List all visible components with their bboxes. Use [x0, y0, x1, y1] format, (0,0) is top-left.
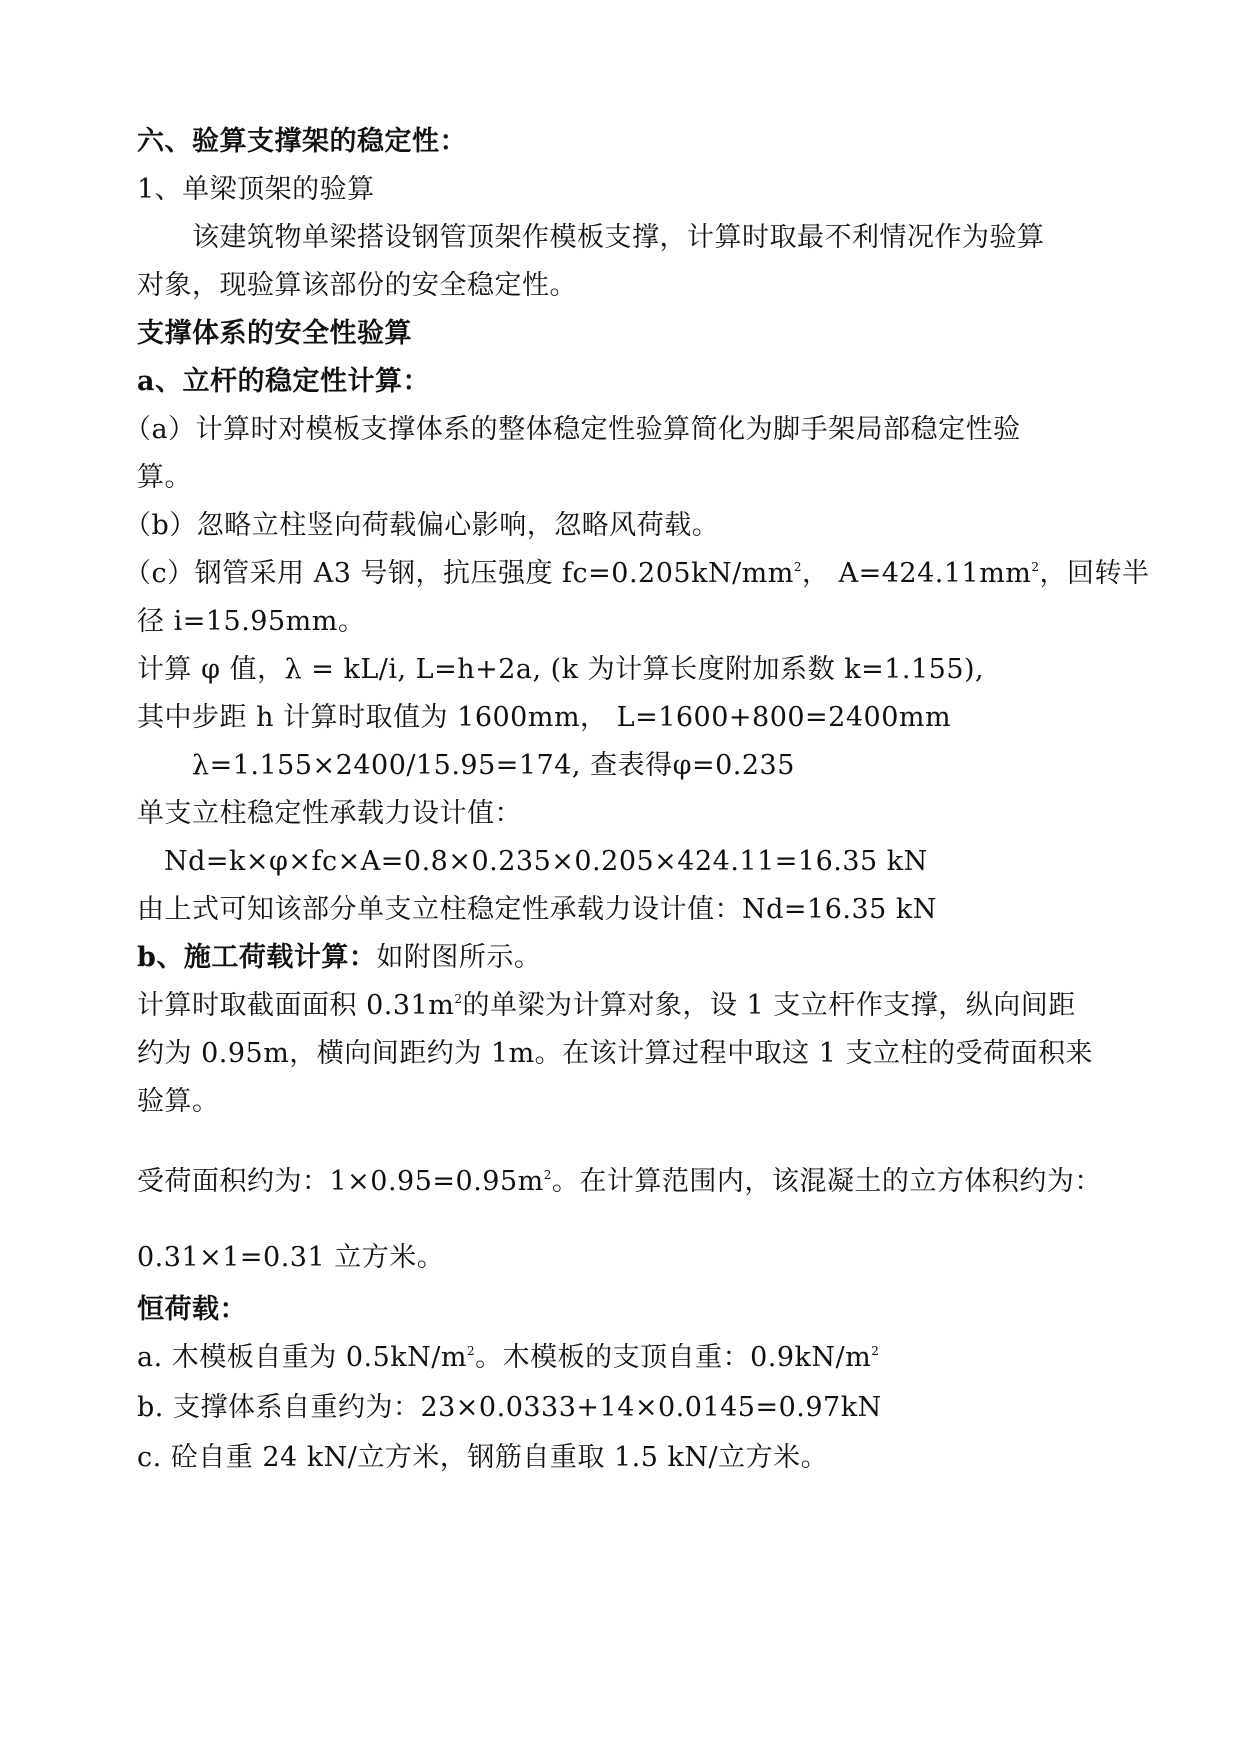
step-distance-line: 其中步距 h 计算时取值为 1600mm， L=1600+800=2400mm — [137, 702, 952, 733]
dead-a-superscript-2: 2 — [871, 1344, 880, 1358]
area-text-1: 受荷面积约为：1×0.95=0.95m — [137, 1166, 544, 1197]
intro-line-2: 对象，现验算该部份的安全稳定性。 — [137, 270, 577, 301]
construction-load-heading — [137, 938, 541, 978]
nd-result: 由上式可知该部分单支立柱稳定性承载力设计值：Nd=16.35 kN — [137, 894, 937, 925]
load-text-2: 的单梁为计算对象，设 1 支立杆作支撑，纵向间距 — [462, 990, 1076, 1021]
concrete-volume-line: 0.31×1=0.31 立方米。 — [137, 1242, 445, 1273]
item-c-line-1 — [124, 554, 1150, 594]
construction-load-title: b、施工荷载计算： — [137, 942, 377, 973]
sub-section-title: 1、单梁顶架的验算 — [137, 174, 375, 205]
dead-load-b: b. 支撑体系自重约为：23×0.0333+14×0.0145=0.97kN — [137, 1392, 882, 1423]
nd-formula: Nd=k×φ×fc×A=0.8×0.235×0.205×424.11=16.35 kN — [164, 846, 928, 877]
load-superscript: 2 — [454, 992, 463, 1006]
construction-load-note: 如附图所示。 — [376, 942, 542, 973]
item-c-text-1: （c）钢管采用 A3 号钢，抗压强度 fc=0.205kN/mm — [124, 558, 794, 589]
item-c-line-2: 径 i=15.95mm。 — [137, 606, 366, 637]
load-paragraph-line-1 — [137, 986, 1076, 1026]
load-text-1: 计算时取截面面积 0.31m — [137, 990, 455, 1021]
dead-a-text-2: 。木模板的支顶自重：0.9kN/m — [475, 1342, 872, 1373]
area-text-2: 。在计算范围内，该混凝土的立方体积约为： — [551, 1166, 1102, 1197]
item-a-line-1: （a）计算时对模板支撑体系的整体稳定性验算简化为脚手架局部稳定性验 — [124, 414, 1021, 445]
item-c-superscript-2: 2 — [1031, 560, 1040, 574]
area-superscript: 2 — [543, 1168, 552, 1182]
item-c-text-2: ， A=424.11mm — [802, 558, 1032, 589]
section-title: 六、验算支撑架的稳定性： — [137, 126, 467, 157]
intro-line-1: 该建筑物单梁搭设钢管顶架作模板支撑，计算时取最不利情况作为验算 — [192, 222, 1045, 253]
design-value-title: 单支立柱稳定性承载力设计值： — [137, 798, 522, 829]
phi-calculation: 计算 φ 值，λ = kL/i, L=h+2a, (k 为计算长度附加系数 k=1.155), — [137, 654, 985, 685]
item-b: （b）忽略立柱竖向荷载偏心影响，忽略风荷载。 — [124, 510, 720, 541]
load-paragraph-line-2: 约为 0.95m，横向间距约为 1m。在该计算过程中取这 1 支立柱的受荷面积来 — [137, 1038, 1094, 1069]
item-a-line-2: 算。 — [137, 462, 192, 493]
load-paragraph-line-3: 验算。 — [137, 1086, 220, 1117]
dead-load-c: c. 砼自重 24 kN/立方米，钢筋自重取 1.5 kN/立方米。 — [137, 1442, 829, 1473]
lambda-line: λ=1.155×2400/15.95=174, 查表得φ=0.235 — [192, 750, 795, 781]
dead-a-superscript-1: 2 — [466, 1344, 476, 1358]
dead-a-text-1: a. 木模板自重为 0.5kN/m — [137, 1342, 467, 1373]
safety-heading: 支撑体系的安全性验算 — [137, 318, 412, 349]
item-c-superscript-1: 2 — [793, 560, 803, 574]
dead-load-a — [137, 1338, 879, 1378]
upright-stability-heading: a、立杆的稳定性计算： — [137, 366, 430, 397]
loaded-area-line — [137, 1162, 1102, 1202]
dead-load-heading: 恒荷载： — [137, 1294, 247, 1325]
item-c-text-3: ，回转半 — [1039, 558, 1150, 589]
